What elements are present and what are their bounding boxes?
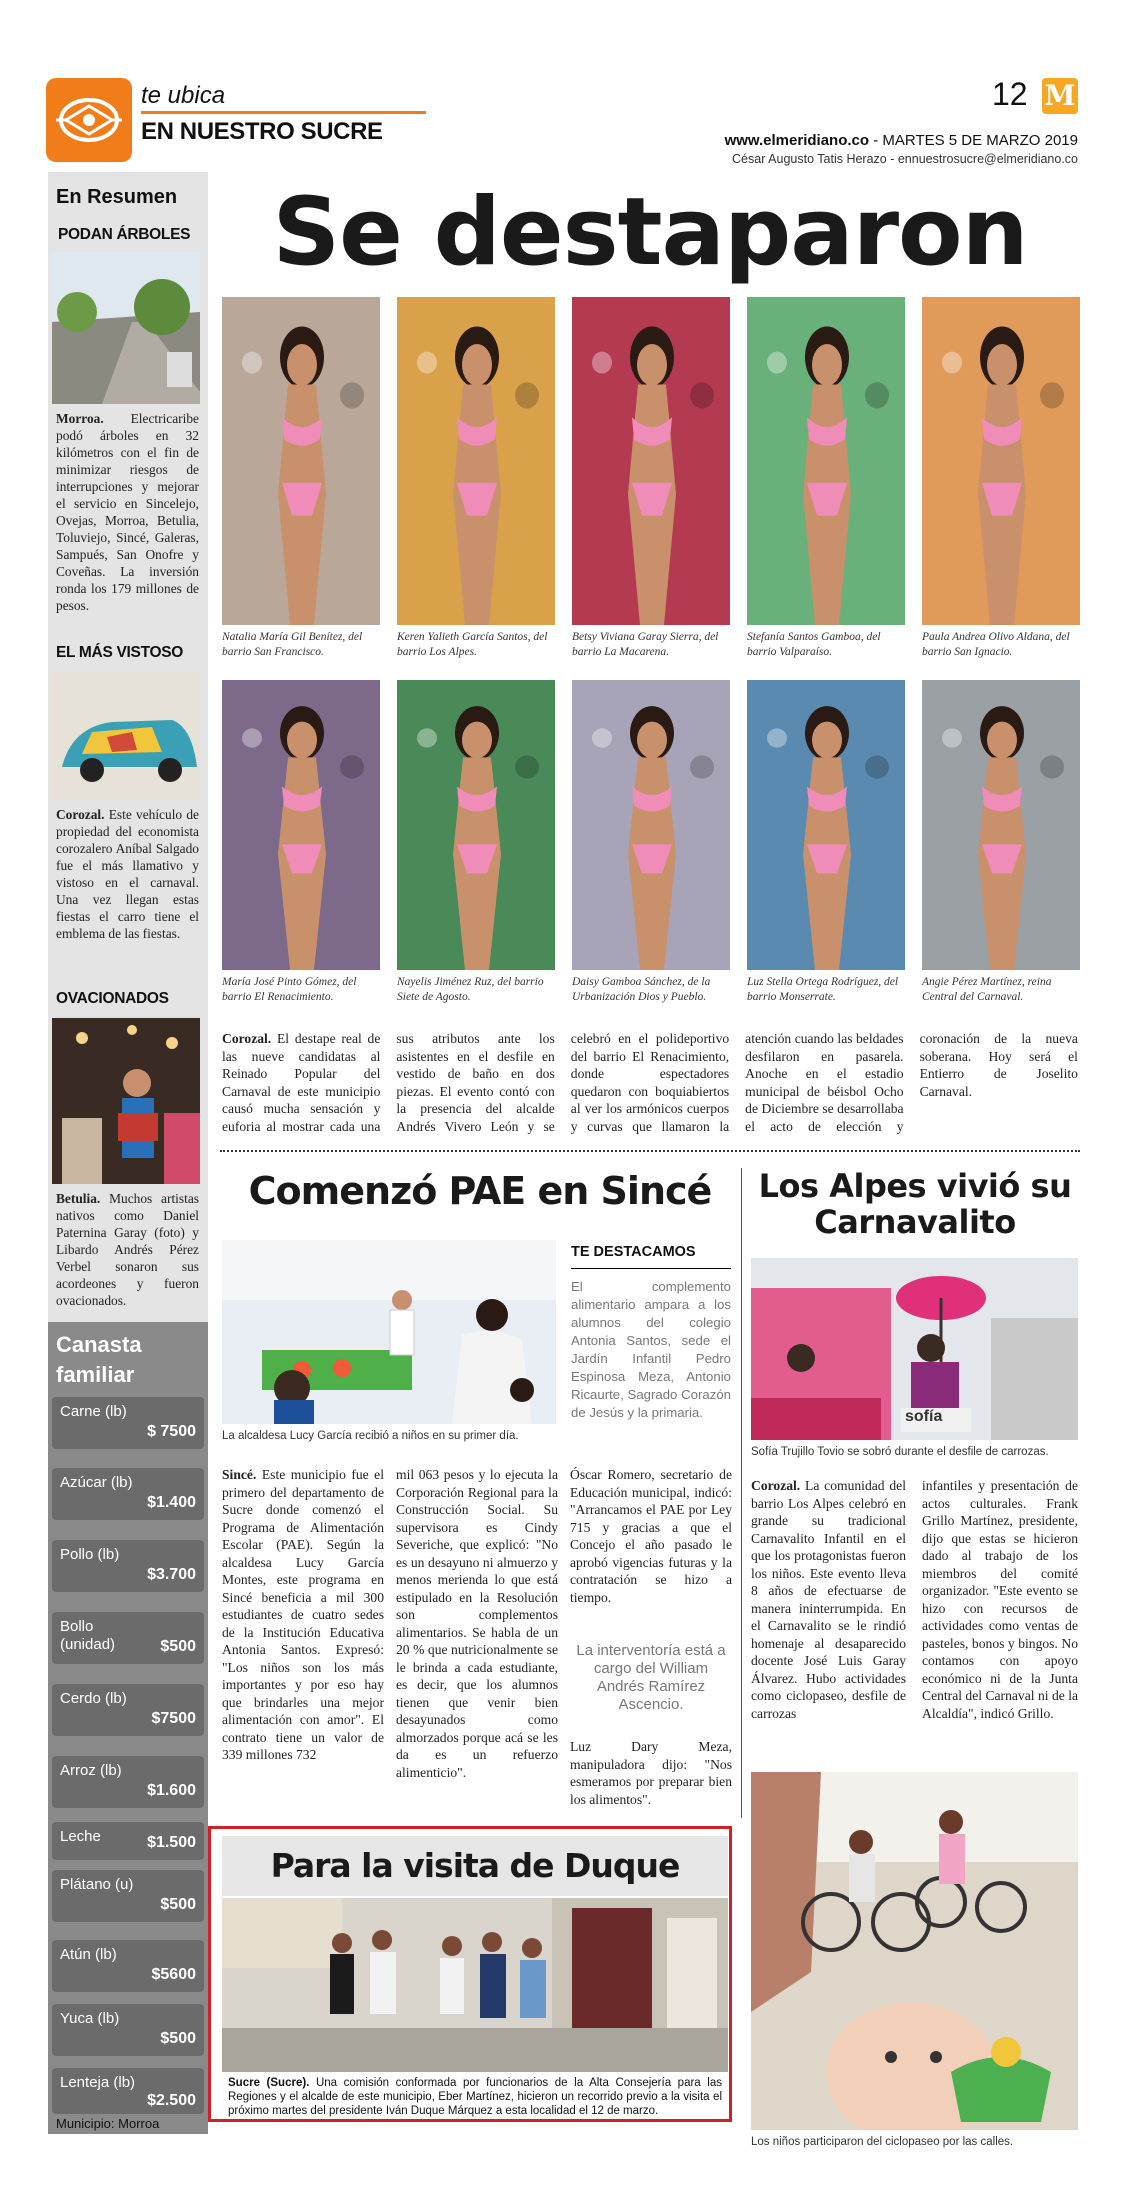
candidate-photo-9 bbox=[747, 680, 905, 970]
candidate-photo-6 bbox=[222, 680, 380, 970]
candidate-photo-7 bbox=[397, 680, 555, 970]
price-row-carne: Carne (lb) $ 7500 bbox=[52, 1397, 204, 1449]
section-kicker: te ubica bbox=[141, 82, 226, 109]
column-rule bbox=[741, 1168, 742, 1818]
candidate-photo-3 bbox=[572, 297, 730, 625]
alpes-photo-caption: Sofía Trujillo Tovio se sobró durante el desfile de carrozas. bbox=[751, 1446, 1049, 1458]
pae-col-3b: Luz Dary Meza, manipuladora dijo: "Nos esmeramos por preparar bien los alimentos". bbox=[570, 1739, 732, 1807]
photo-pae-school bbox=[222, 1240, 556, 1424]
canasta-title: Canasta familiar bbox=[56, 1332, 142, 1387]
pae-side-rule bbox=[571, 1268, 731, 1269]
section-divider bbox=[220, 1150, 1080, 1152]
candidate-photo-2 bbox=[397, 297, 555, 625]
site-url[interactable]: www.elmeridiano.co bbox=[724, 132, 870, 149]
photo-accordion-player bbox=[52, 1018, 200, 1184]
sidebar-heading-2: EL MÁS VISTOSO bbox=[56, 644, 184, 661]
pae-side-text: El complemento alimentario ampara a los alumnos del colegio Antonia Santos, sede el Jardín Infantil Pedro Espinosa Meza, Antonio Ricaurte, Sagrado Corazón de Jesús y la primaria. bbox=[571, 1279, 731, 1420]
sidebar-story-2: Corozal. Este vehículo de propiedad del economista corozalero Aníbal Salgado fue el más llamativo y vistoso en el carnaval. Una vez llegan estas fiestas el carro tiene el emblema de las fiestas. bbox=[56, 807, 199, 941]
sidebar-story-1: Morroa. Electricaribe podó árboles en 32 kilómetros con el fin de minimizar riesgos de interrupciones y mejorar el servicio en Sincelejo, Ovejas, Morroa, Betulia, Toluviejo, Sincé, Galeras, Sampués, San Onofre y Coveñas. La inversión ronda los 179 millones de pesos. bbox=[56, 411, 199, 613]
candidate-photo-5 bbox=[922, 297, 1080, 625]
candidate-photo-8 bbox=[572, 680, 730, 970]
price-row-arroz: Arroz (lb) $1.600 bbox=[52, 1756, 204, 1808]
pae-col-1: Sincé. Este municipio fue el primero del departamento de Sucre donde comenzó el Programa de Alimentación Escolar (PAE). Según la alcaldesa Lucy García Montes, este programa en Sincé beneficia a mil 300 estudiantes de cuatro sedes de la Institución Educativa Antonia Santos. Expresó: "Los niños son los más importantes y por eso hay que brindarles una mejor alimentación con amor". El contrato tiene un valor de 339 millones 732 bbox=[222, 1467, 384, 1762]
price-row-azucar: Azúcar (lb) $1.400 bbox=[52, 1468, 204, 1520]
main-headline: Se destaparon bbox=[272, 178, 1028, 287]
candidate-photo-4 bbox=[747, 297, 905, 625]
price-row-platano: Plátano (u) $500 bbox=[52, 1870, 204, 1922]
masthead-line bbox=[725, 132, 1078, 149]
pae-col-2: mil 063 pesos y lo ejecuta la Corporación Regional para la Construcción Social. Su supervisora es Cindy Severiche, que explicó: "No es un desayuno ni almuerzo y menos merienda lo que está estipulado en la Resolución son complementos alimentarios. Se habla de un 20 % que nutricionalmente se le brinda a cada estudiante, es decir, que los alumnos tienen que venir bien desayunados como almorzados porque acá se les da es un refuerzo alimenticio". bbox=[396, 1467, 558, 1780]
price-row-pollo: Pollo (lb) $3.700 bbox=[52, 1540, 204, 1592]
candidate-caption-4: Stefanía Santos Gamboa, del barrio Valparaíso. bbox=[747, 631, 881, 658]
sidebar-heading-1: PODAN ÁRBOLES bbox=[58, 226, 191, 243]
section-kicker-rule bbox=[141, 111, 426, 114]
byline: César Augusto Tatis Herazo - ennuestrosucre@elmeridiano.co bbox=[732, 152, 1078, 166]
photo-decorated-car bbox=[52, 672, 200, 800]
sidebar-story-3: Betulia. Muchos artistas nativos como Daniel Paternina Garay (foto) y Libardo Andrés Pérez Verbel sonaron sus acordeones y fueron ovacionados. bbox=[56, 1191, 199, 1308]
price-row-yuca: Yuca (lb) $500 bbox=[52, 2004, 204, 2056]
sidebar-heading-3: OVACIONADOS bbox=[56, 990, 169, 1007]
candidate-caption-8: Daisy Gamboa Sánchez, de la Urbanización Dios y Pueblo. bbox=[572, 976, 711, 1003]
duque-text: Sucre (Sucre). Una comisión conformada por funcionarios de la Alta Consejería para las Regiones y el alcalde de este municipio, Eber Martínez, hicieron un recorrido previo a la visita el próximo martes del presidente Iván Duque Márquez a esta localidad el 12 de marzo. bbox=[228, 2077, 722, 2117]
pae-photo-caption: La alcaldesa Lucy García recibió a niños en su primer día. bbox=[222, 1430, 519, 1442]
candidate-caption-2: Keren Yalieth García Santos, del barrio Los Alpes. bbox=[397, 631, 548, 658]
pae-pull-quote: La interventoría está a cargo del William Andrés Ramírez Ascencio. bbox=[576, 1642, 726, 1713]
price-row-leche: Leche $1.500 bbox=[52, 1822, 204, 1860]
section-logo-icon bbox=[46, 78, 132, 162]
sidebar-title: En Resumen bbox=[56, 186, 178, 208]
pae-col-3: Óscar Romero, secretario de Educación municipal, indicó: "Arrancamos el PAE por Ley 715 y gracias a que el Concejo el año pasado le aprobó vigencias futuras y la contratación se hizo a tiempo. bbox=[570, 1467, 732, 1605]
candidate-caption-7: Nayelis Jiménez Ruz, del barrio Siete de Agosto. bbox=[397, 976, 544, 1003]
pae-side-heading: TE DESTACAMOS bbox=[571, 1244, 696, 1260]
candidate-photo-10 bbox=[922, 680, 1080, 970]
canasta-footer: Municipio: Morroa bbox=[56, 2116, 160, 2131]
photo-duque-commission bbox=[222, 1898, 728, 2072]
alpes-photo-sign: sofía bbox=[905, 1408, 943, 1425]
candidate-photo-1 bbox=[222, 297, 380, 625]
candidate-caption-1: Natalia María Gil Benítez, del barrio San Francisco. bbox=[222, 631, 363, 658]
price-row-bollo: Bollo (unidad) $500 bbox=[52, 1612, 204, 1664]
page-number: 12 bbox=[992, 76, 1028, 112]
candidate-caption-3: Betsy Viviana Garay Sierra, del barrio La Macarena. bbox=[572, 631, 719, 658]
alpes-headline: Los Alpes vivió su Carnavalito bbox=[758, 1167, 1072, 1241]
alpes-col-1: Corozal. La comunidad del barrio Los Alpes celebró en grande su tradicional Carnavalito Infantil en el que los protagonistas fueron los niños. Este evento lleva 8 años de efectuarse de manera ininterrumpida. En el Carnavalito se le rindió homenaje al desaparecido docente José Luis Garay Álvarez. Hubo actividades como ciclopaseo, desfile de carrozas bbox=[751, 1478, 906, 1721]
pae-headline: Comenzó PAE en Sincé bbox=[248, 1169, 712, 1213]
main-story-body: Corozal. El destape real de las nueve candidatas al Reinado Popular del Carnaval de este municipio causó mucha sensación y euforia al mostrar cada una sus atributos ante los asistentes en el desfile en vestido de baño en dos piezas. El evento contó con la presencia del alcalde Andrés Vivero León y se celebró en el polideportivo del barrio El Renacimiento, donde espectadores quedaron con boquiabiertos al ver los armónicos cuerpos y curvas que llamaron la atención cuando las beldades desfilaron en pasarela. Anoche en el estadio municipal de béisbol Ocho de Diciembre se desarrollaba el acto de elección y coronación de la nueva soberana. Hoy será el Entierro de Joselito Carnaval. bbox=[222, 1031, 1078, 1134]
price-row-lenteja: Lenteja (lb) $2.500 bbox=[52, 2068, 204, 2114]
photo-tree-pruning bbox=[52, 252, 200, 404]
photo-alpes-bike-ride bbox=[751, 1772, 1078, 2130]
candidate-caption-6: María José Pinto Gómez, del barrio El Renacimiento. bbox=[222, 976, 357, 1003]
newspaper-logo: M bbox=[1042, 78, 1078, 114]
alpes-bottom-caption: Los niños participaron del ciclopaseo por las calles. bbox=[751, 2136, 1014, 2148]
price-row-atun: Atún (lb) $5600 bbox=[52, 1940, 204, 1992]
alpes-col-2: infantiles y presentación de actos culturales. Frank Grillo Martínez, presidente, dijo que estas se hicieron dado al trabajo de los miembros del comité organizador. "Este evento se hizo con recursos de actividades como ventas de pasteles, bonos y bingos. No contamos con apoyo económico ni de la Junta Central del Carnaval ni de la Alcaldía", indicó Grillo. bbox=[922, 1478, 1078, 1721]
candidate-caption-9: Luz Stella Ortega Rodríguez, del barrio Monserrate. bbox=[747, 976, 899, 1003]
candidate-caption-10: Angie Pérez Martínez, reina Central del Carnaval. bbox=[922, 976, 1052, 1003]
section-title: EN NUESTRO SUCRE bbox=[141, 118, 383, 145]
candidate-caption-5: Paula Andrea Olivo Aldana, del barrio San Ignacio. bbox=[922, 631, 1070, 658]
price-row-cerdo: Cerdo (lb) $7500 bbox=[52, 1684, 204, 1736]
duque-headline: Para la visita de Duque bbox=[270, 1846, 680, 1885]
edition-date: - MARTES 5 DE MARZO 2019 bbox=[869, 132, 1078, 149]
